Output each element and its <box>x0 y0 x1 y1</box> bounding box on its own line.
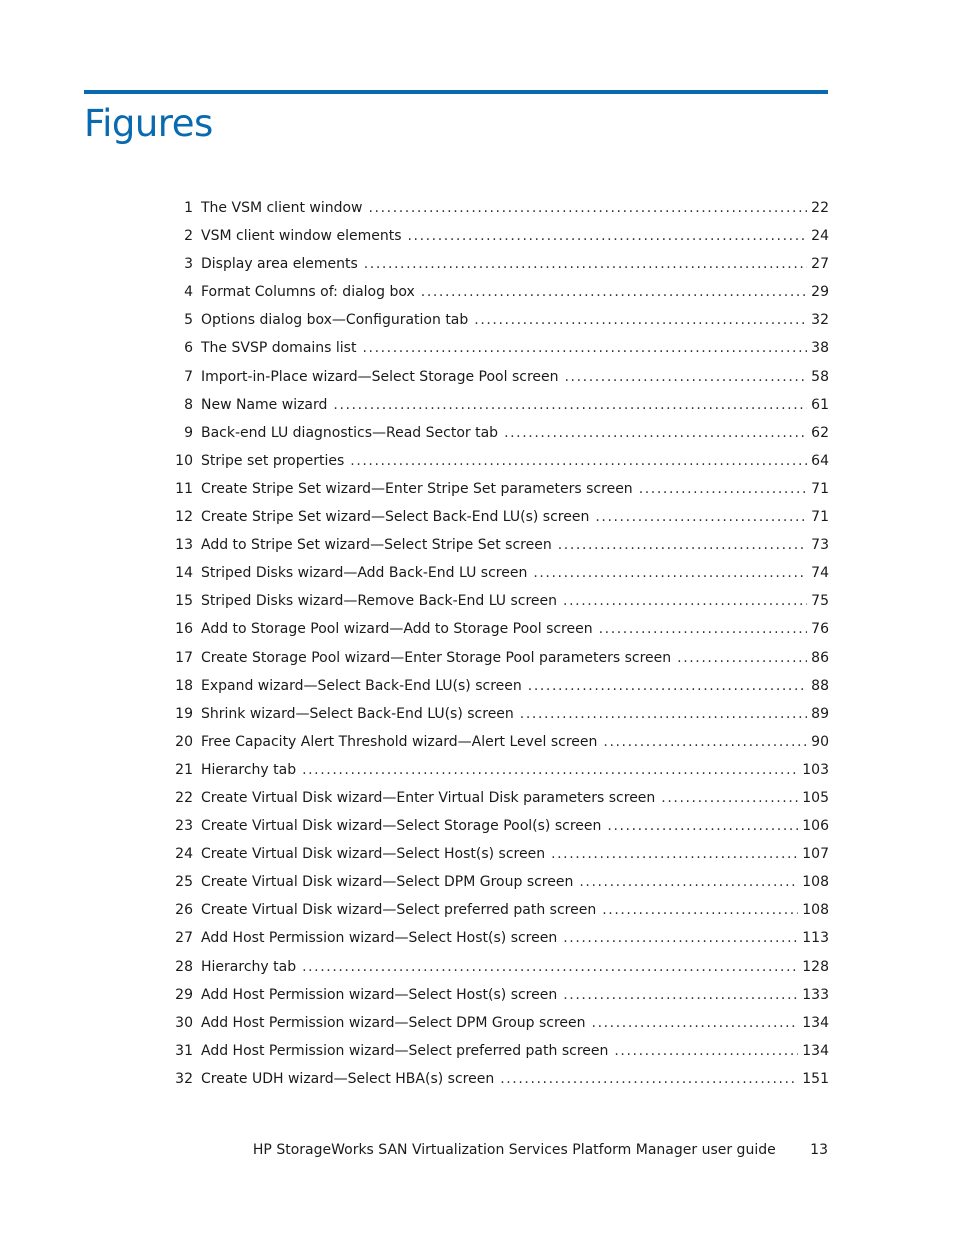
toc-page-number[interactable]: 105 <box>802 789 829 806</box>
toc-figure-title[interactable]: Expand wizard—Select Back-End LU(s) screen <box>201 677 522 694</box>
toc-figure-number: 5 <box>184 312 193 329</box>
toc-page-number[interactable]: 58 <box>811 368 829 385</box>
toc-figure-number: 31 <box>175 1042 193 1059</box>
toc-entry[interactable] <box>168 419 829 447</box>
toc-figure-title[interactable]: Hierarchy tab <box>201 761 297 778</box>
toc-page-number[interactable]: 62 <box>811 424 829 441</box>
toc-figure-title[interactable]: Create UDH wizard—Select HBA(s) screen <box>201 1070 495 1087</box>
toc-entry[interactable] <box>168 194 829 222</box>
toc-entry[interactable] <box>168 1037 829 1065</box>
toc-entry[interactable] <box>168 1065 829 1093</box>
toc-figure-title[interactable]: Import-in-Place wizard—Select Storage Pool screen <box>201 368 559 385</box>
toc-entry[interactable] <box>168 222 829 250</box>
toc-dot-leader <box>421 278 807 306</box>
toc-figure-title[interactable]: Hierarchy tab <box>201 958 297 975</box>
toc-figure-number: 24 <box>175 846 193 863</box>
toc-page-number[interactable]: 134 <box>802 1042 829 1059</box>
toc-dot-leader <box>607 812 798 840</box>
footer-page-number: 13 <box>810 1142 828 1158</box>
toc-page-number[interactable]: 75 <box>811 593 829 610</box>
toc-dot-leader <box>302 953 798 981</box>
toc-figure-title[interactable]: Create Storage Pool wizard—Enter Storage Pool parameters screen <box>201 649 672 666</box>
toc-entry[interactable] <box>168 306 829 334</box>
toc-figure-title[interactable]: Add Host Permission wizard—Select preferred path screen <box>201 1042 609 1059</box>
toc-page-number[interactable]: 128 <box>802 958 829 975</box>
toc-figure-number: 27 <box>175 930 193 947</box>
toc-figure-number: 2 <box>184 228 193 245</box>
page-footer <box>0 1142 828 1158</box>
toc-figure-title[interactable]: Create Virtual Disk wizard—Select Storage Pool(s) screen <box>201 818 602 835</box>
toc-figure-number: 12 <box>175 509 193 526</box>
toc-figure-title[interactable]: The SVSP domains list <box>201 340 357 357</box>
toc-figure-number: 4 <box>184 284 193 301</box>
toc-dot-leader <box>474 306 807 334</box>
header-rule <box>84 90 828 94</box>
toc-figure-number: 3 <box>184 256 193 273</box>
toc-figure-title[interactable]: New Name wizard <box>201 396 328 413</box>
toc-dot-leader <box>579 868 798 896</box>
toc-entry[interactable] <box>168 363 829 391</box>
toc-page-number[interactable]: 88 <box>811 677 829 694</box>
toc-page-number[interactable]: 106 <box>802 818 829 835</box>
toc-figure-title[interactable]: Create Virtual Disk wizard—Select preferred path screen <box>201 902 597 919</box>
toc-entry[interactable] <box>168 250 829 278</box>
toc-figure-number: 17 <box>175 649 193 666</box>
toc-figure-title[interactable]: Create Stripe Set wizard—Enter Stripe Set parameters screen <box>201 480 633 497</box>
toc-entry[interactable] <box>168 1009 829 1037</box>
toc-page-number[interactable]: 103 <box>802 761 829 778</box>
toc-figure-number: 20 <box>175 733 193 750</box>
toc-figure-number: 30 <box>175 1014 193 1031</box>
toc-entry[interactable] <box>168 531 829 559</box>
toc-dot-leader <box>595 503 807 531</box>
toc-page-number[interactable]: 108 <box>802 874 829 891</box>
toc-dot-leader <box>603 728 807 756</box>
toc-entry[interactable] <box>168 868 829 896</box>
toc-page-number[interactable]: 29 <box>811 284 829 301</box>
toc-figure-number: 13 <box>175 537 193 554</box>
toc-figure-number: 32 <box>175 1070 193 1087</box>
toc-figure-title[interactable]: The VSM client window <box>201 200 363 216</box>
toc-dot-leader <box>677 644 807 672</box>
toc-dot-leader <box>504 419 807 447</box>
toc-page-number[interactable]: 151 <box>802 1070 829 1087</box>
toc-dot-leader <box>639 475 807 503</box>
toc-page-number[interactable]: 64 <box>811 452 829 469</box>
toc-dot-leader <box>533 559 807 587</box>
toc-figure-title[interactable]: Add Host Permission wizard—Select Host(s) screen <box>201 930 558 947</box>
toc-dot-leader <box>563 587 807 615</box>
toc-entry[interactable] <box>168 644 829 672</box>
toc-entry[interactable] <box>168 615 829 643</box>
toc-page-number[interactable]: 76 <box>811 621 829 638</box>
toc-page-number[interactable]: 32 <box>811 312 829 329</box>
toc-figure-number: 9 <box>184 424 193 441</box>
toc-entry[interactable] <box>168 447 829 475</box>
page-title: Figures <box>84 102 213 145</box>
toc-page-number[interactable]: 134 <box>802 1014 829 1031</box>
toc-figure-title[interactable]: Add Host Permission wizard—Select Host(s) screen <box>201 986 558 1003</box>
toc-figure-title[interactable]: Create Stripe Set wizard—Select Back-End LU(s) screen <box>201 509 590 526</box>
toc-figure-title[interactable]: Free Capacity Alert Threshold wizard—Alert Level screen <box>201 733 598 750</box>
toc-figure-title[interactable]: Options dialog box—Configuration tab <box>201 312 469 329</box>
toc-figure-number: 19 <box>175 705 193 722</box>
toc-figure-number: 14 <box>175 565 193 582</box>
toc-entry[interactable] <box>168 896 829 924</box>
toc-dot-leader <box>520 700 807 728</box>
toc-figure-title[interactable]: VSM client window elements <box>201 228 402 245</box>
toc-figure-number: 22 <box>175 789 193 806</box>
toc-entry[interactable] <box>168 559 829 587</box>
toc-dot-leader <box>599 615 808 643</box>
toc-entry[interactable] <box>168 924 829 952</box>
toc-page-number[interactable]: 107 <box>802 846 829 863</box>
toc-dot-leader <box>563 924 798 952</box>
toc-figure-number: 21 <box>175 761 193 778</box>
toc-figure-number: 18 <box>175 677 193 694</box>
toc-figure-number: 6 <box>184 340 193 357</box>
toc-dot-leader <box>500 1065 798 1093</box>
toc-figure-title[interactable]: Back-end LU diagnostics—Read Sector tab <box>201 424 499 441</box>
toc-page-number[interactable]: 38 <box>811 340 829 357</box>
toc-page-number[interactable]: 73 <box>811 537 829 554</box>
toc-page-number[interactable]: 90 <box>811 733 829 750</box>
toc-figure-title[interactable]: Add to Storage Pool wizard—Add to Storage Pool screen <box>201 621 593 638</box>
toc-figure-number: 1 <box>184 200 193 216</box>
toc-entry[interactable] <box>168 700 829 728</box>
toc-dot-leader <box>602 896 798 924</box>
toc-figure-title[interactable]: Add Host Permission wizard—Select DPM Group screen <box>201 1014 586 1031</box>
toc-figure-number: 28 <box>175 958 193 975</box>
toc-figure-title[interactable]: Shrink wizard—Select Back-End LU(s) screen <box>201 705 514 722</box>
footer-doc-title: HP StorageWorks SAN Virtualization Services Platform Manager user guide <box>252 1142 776 1158</box>
toc-dot-leader <box>407 222 807 250</box>
toc-dot-leader <box>551 840 798 868</box>
toc-page-number[interactable]: 24 <box>811 228 829 245</box>
toc-entry[interactable] <box>168 728 829 756</box>
toc-figure-title[interactable]: Format Columns of: dialog box <box>201 284 415 301</box>
toc-dot-leader <box>369 194 808 222</box>
toc-dot-leader <box>362 334 807 362</box>
toc-page-number[interactable]: 71 <box>811 509 829 526</box>
toc-figure-title[interactable]: Stripe set properties <box>201 452 345 469</box>
toc-figure-number: 29 <box>175 986 193 1003</box>
toc-figure-title[interactable]: Striped Disks wizard—Add Back-End LU screen <box>201 565 528 582</box>
toc-figure-number: 25 <box>175 874 193 891</box>
toc-entry[interactable] <box>168 840 829 868</box>
toc-dot-leader <box>563 981 798 1009</box>
toc-page-number[interactable]: 108 <box>802 902 829 919</box>
toc-figure-title[interactable]: Create Virtual Disk wizard—Select Host(s) screen <box>201 846 546 863</box>
toc-figure-title[interactable]: Create Virtual Disk wizard—Enter Virtual Disk parameters screen <box>201 789 656 806</box>
toc-dot-leader <box>614 1037 798 1065</box>
toc-figure-title[interactable]: Striped Disks wizard—Remove Back-End LU screen <box>201 593 558 610</box>
toc-entry[interactable] <box>168 278 829 306</box>
toc-figure-number: 23 <box>175 818 193 835</box>
toc-entry[interactable] <box>168 475 829 503</box>
toc-figure-number: 16 <box>175 621 193 638</box>
toc-entry[interactable] <box>168 391 829 419</box>
toc-dot-leader <box>364 250 807 278</box>
toc-page-number[interactable]: 61 <box>811 396 829 413</box>
toc-dot-leader <box>558 531 807 559</box>
toc-dot-leader <box>592 1009 799 1037</box>
toc-figure-number: 7 <box>184 368 193 385</box>
toc-dot-leader <box>350 447 807 475</box>
toc-page-number[interactable]: 74 <box>811 565 829 582</box>
toc-dot-leader <box>661 784 798 812</box>
toc-entry[interactable] <box>168 587 829 615</box>
toc-dot-leader <box>302 756 798 784</box>
toc-entry[interactable] <box>168 784 829 812</box>
toc-entry[interactable] <box>168 953 829 981</box>
toc-figure-title[interactable]: Display area elements <box>201 256 358 273</box>
toc-figure-number: 11 <box>175 480 193 497</box>
toc-page-number[interactable]: 86 <box>811 649 829 666</box>
toc-page-number[interactable]: 22 <box>811 200 829 216</box>
toc-dot-leader <box>333 391 807 419</box>
toc-entry[interactable] <box>168 981 829 1009</box>
toc-figure-number: 15 <box>175 593 193 610</box>
toc-page-number[interactable]: 113 <box>802 930 829 947</box>
toc-entry[interactable] <box>168 334 829 362</box>
toc-entry[interactable] <box>168 503 829 531</box>
toc-dot-leader <box>528 672 807 700</box>
figures-list <box>168 194 829 1093</box>
toc-dot-leader <box>565 363 808 391</box>
toc-entry[interactable] <box>168 812 829 840</box>
toc-page-number[interactable]: 27 <box>811 256 829 273</box>
toc-entry[interactable] <box>168 756 829 784</box>
toc-entry[interactable] <box>168 672 829 700</box>
toc-figure-number: 10 <box>175 452 193 469</box>
toc-page-number[interactable]: 133 <box>802 986 829 1003</box>
toc-figure-number: 8 <box>184 396 193 413</box>
toc-figure-title[interactable]: Create Virtual Disk wizard—Select DPM Group screen <box>201 874 574 891</box>
toc-page-number[interactable]: 71 <box>811 480 829 497</box>
toc-figure-title[interactable]: Add to Stripe Set wizard—Select Stripe Set screen <box>201 537 552 554</box>
toc-figure-number: 26 <box>175 902 193 919</box>
toc-page-number[interactable]: 89 <box>811 705 829 722</box>
